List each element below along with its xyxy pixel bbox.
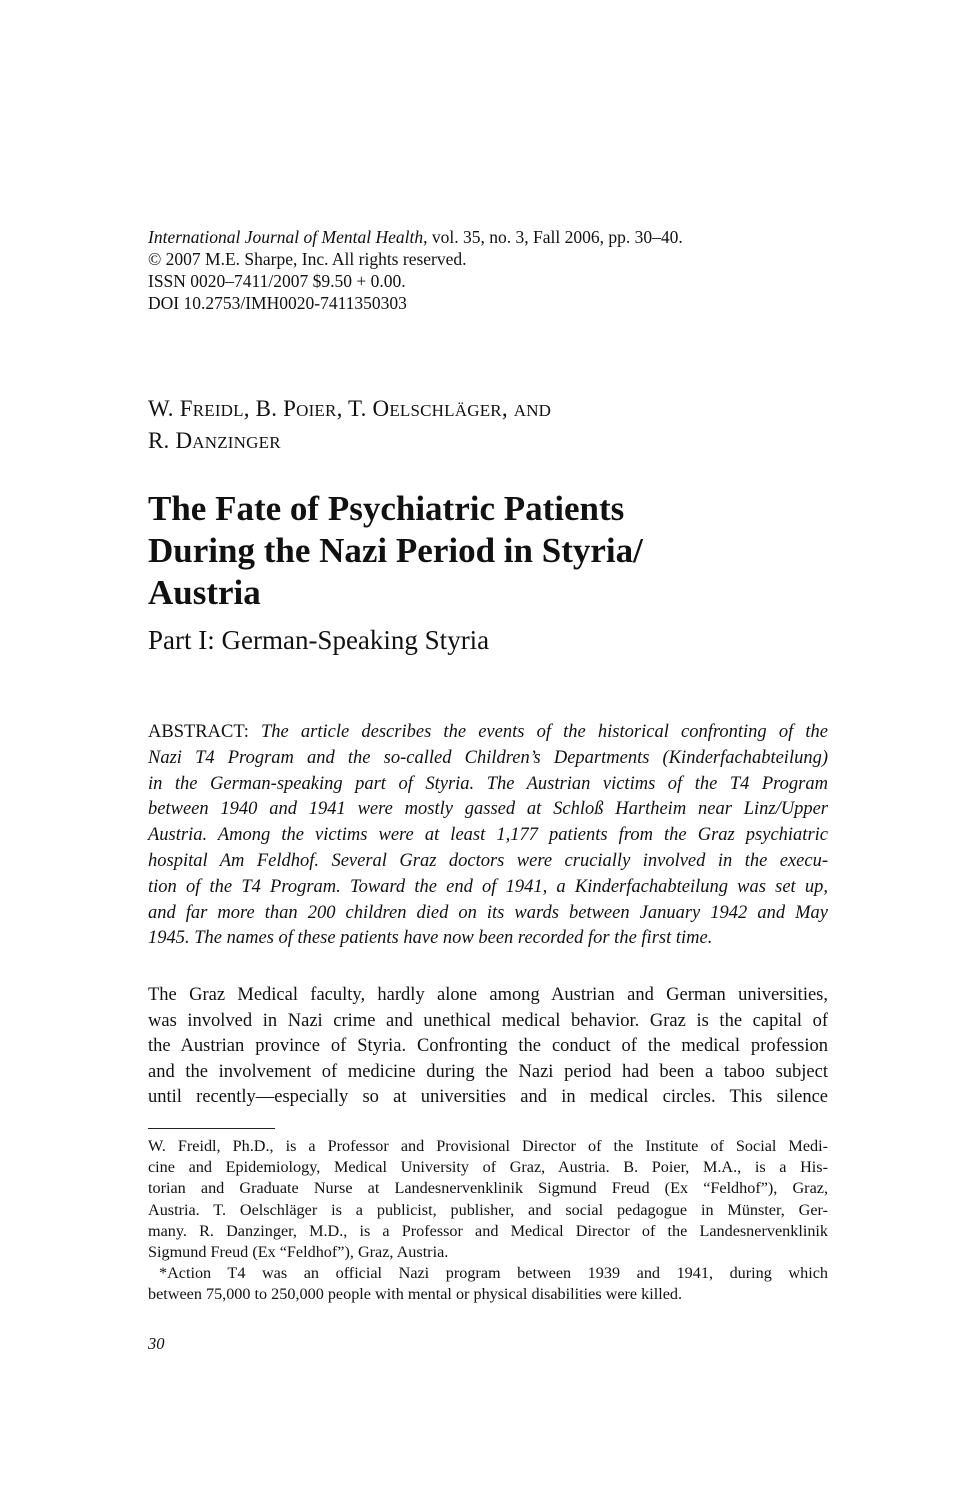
- author-part: , B. P: [243, 396, 297, 421]
- author-part: ELSCHLÄGER: [389, 401, 502, 420]
- journal-name: International Journal of Mental Health: [148, 227, 424, 247]
- author-list: [148, 394, 551, 458]
- author-part: ,: [501, 396, 514, 421]
- author-part: R. D: [148, 428, 193, 453]
- footnote-line: cine and Epidemiology, Medical University of Graz, Austria. B. Poier, M.A., is a His-: [148, 1158, 828, 1177]
- footnote-line: Austria. T. Oelschläger is a publicist, publisher, and social pedagogue in Münster, Ger-: [148, 1200, 828, 1219]
- abstract-line: between 1940 and 1941 were mostly gassed at Schloß Hartheim near Linz/Upper: [148, 799, 828, 820]
- title-line: Austria: [148, 573, 261, 612]
- author-part: , T. O: [336, 396, 390, 421]
- copyright-line: © 2007 M.E. Sharpe, Inc. All rights reserved.: [148, 249, 467, 269]
- volume-info: , vol. 35, no. 3, Fall 2006, pp. 30–40.: [423, 227, 683, 247]
- citation-header: [148, 226, 683, 314]
- author-part: REIDL: [192, 401, 244, 420]
- article-subtitle: Part I: German-Speaking Styria: [148, 625, 490, 655]
- author-line-2: [148, 426, 551, 458]
- abstract-text: The article describes the events of the historical confronting of the: [261, 722, 828, 742]
- issn-line: ISSN 0020–7411/2007 $9.50 + 0.00.: [148, 271, 406, 291]
- body-line: until recently—especially so at universities and in medical circles. This silence: [148, 1087, 828, 1108]
- author-part: OIER: [296, 401, 337, 420]
- body-text: [148, 983, 828, 1111]
- footnote-divider: [148, 1128, 275, 1129]
- footnote-line: many. R. Danzinger, M.D., is a Professor and Medical Director of the Landesnervenklinik: [148, 1221, 828, 1240]
- abstract-line: and far more than 200 children died on its wards between January 1942 and May: [148, 902, 828, 923]
- body-line: and the involvement of medicine during the Nazi period had been a taboo subject: [148, 1061, 828, 1082]
- author-part: W. F: [148, 396, 193, 421]
- citation-line: [148, 226, 683, 248]
- footnote-line: *Action T4 was an official Nazi program between 1939 and 1941, during which: [159, 1264, 828, 1283]
- page-number: 30: [148, 1334, 165, 1353]
- abstract-line: 1945. The names of these patients have now been recorded for the first time.: [148, 928, 713, 949]
- doi-line: DOI 10.2753/IMH0020-7411350303: [148, 293, 407, 313]
- author-line-1: [148, 394, 551, 426]
- author-part: ANZINGER: [192, 433, 281, 452]
- author-part: AND: [513, 401, 552, 420]
- article-title: [148, 488, 643, 614]
- abstract-line: [148, 720, 828, 746]
- abstract-line: hospital Am Feldhof. Several Graz doctors were crucially involved in the execu-: [148, 850, 828, 871]
- body-line: the Austrian province of Styria. Confronting the conduct of the medical profession: [148, 1036, 828, 1057]
- title-line: The Fate of Psychiatric Patients: [148, 489, 625, 528]
- abstract-label: ABSTRACT:: [148, 722, 262, 742]
- footnote-line: torian and Graduate Nurse at Landesnervenklinik Sigmund Freud (Ex “Feldhof”), Graz,: [148, 1179, 828, 1198]
- body-line: was involved in Nazi crime and unethical medical behavior. Graz is the capital of: [148, 1010, 828, 1031]
- footnotes: [148, 1136, 828, 1306]
- body-line: The Graz Medical faculty, hardly alone among Austrian and German universities,: [148, 985, 828, 1005]
- footnote-line: between 75,000 to 250,000 people with mental or physical disabilities were killed.: [148, 1285, 683, 1304]
- footnote-line: Sigmund Freud (Ex “Feldhof”), Graz, Austria.: [148, 1243, 449, 1262]
- title-line: During the Nazi Period in Styria/: [148, 531, 643, 570]
- abstract-line: tion of the T4 Program. Toward the end of 1941, a Kinderfachabteilung was set up,: [148, 876, 828, 897]
- footnote-line: W. Freidl, Ph.D., is a Professor and Provisional Director of the Institute of Social Medi-: [148, 1137, 828, 1155]
- abstract-line: in the German-speaking part of Styria. The Austrian victims of the T4 Program: [148, 773, 828, 794]
- abstract-line: Nazi T4 Program and the so-called Children’s Departments (Kinderfachabteilung): [148, 747, 828, 768]
- abstract-line: Austria. Among the victims were at least 1,177 patients from the Graz psychiatric: [148, 825, 828, 846]
- abstract: [148, 720, 828, 952]
